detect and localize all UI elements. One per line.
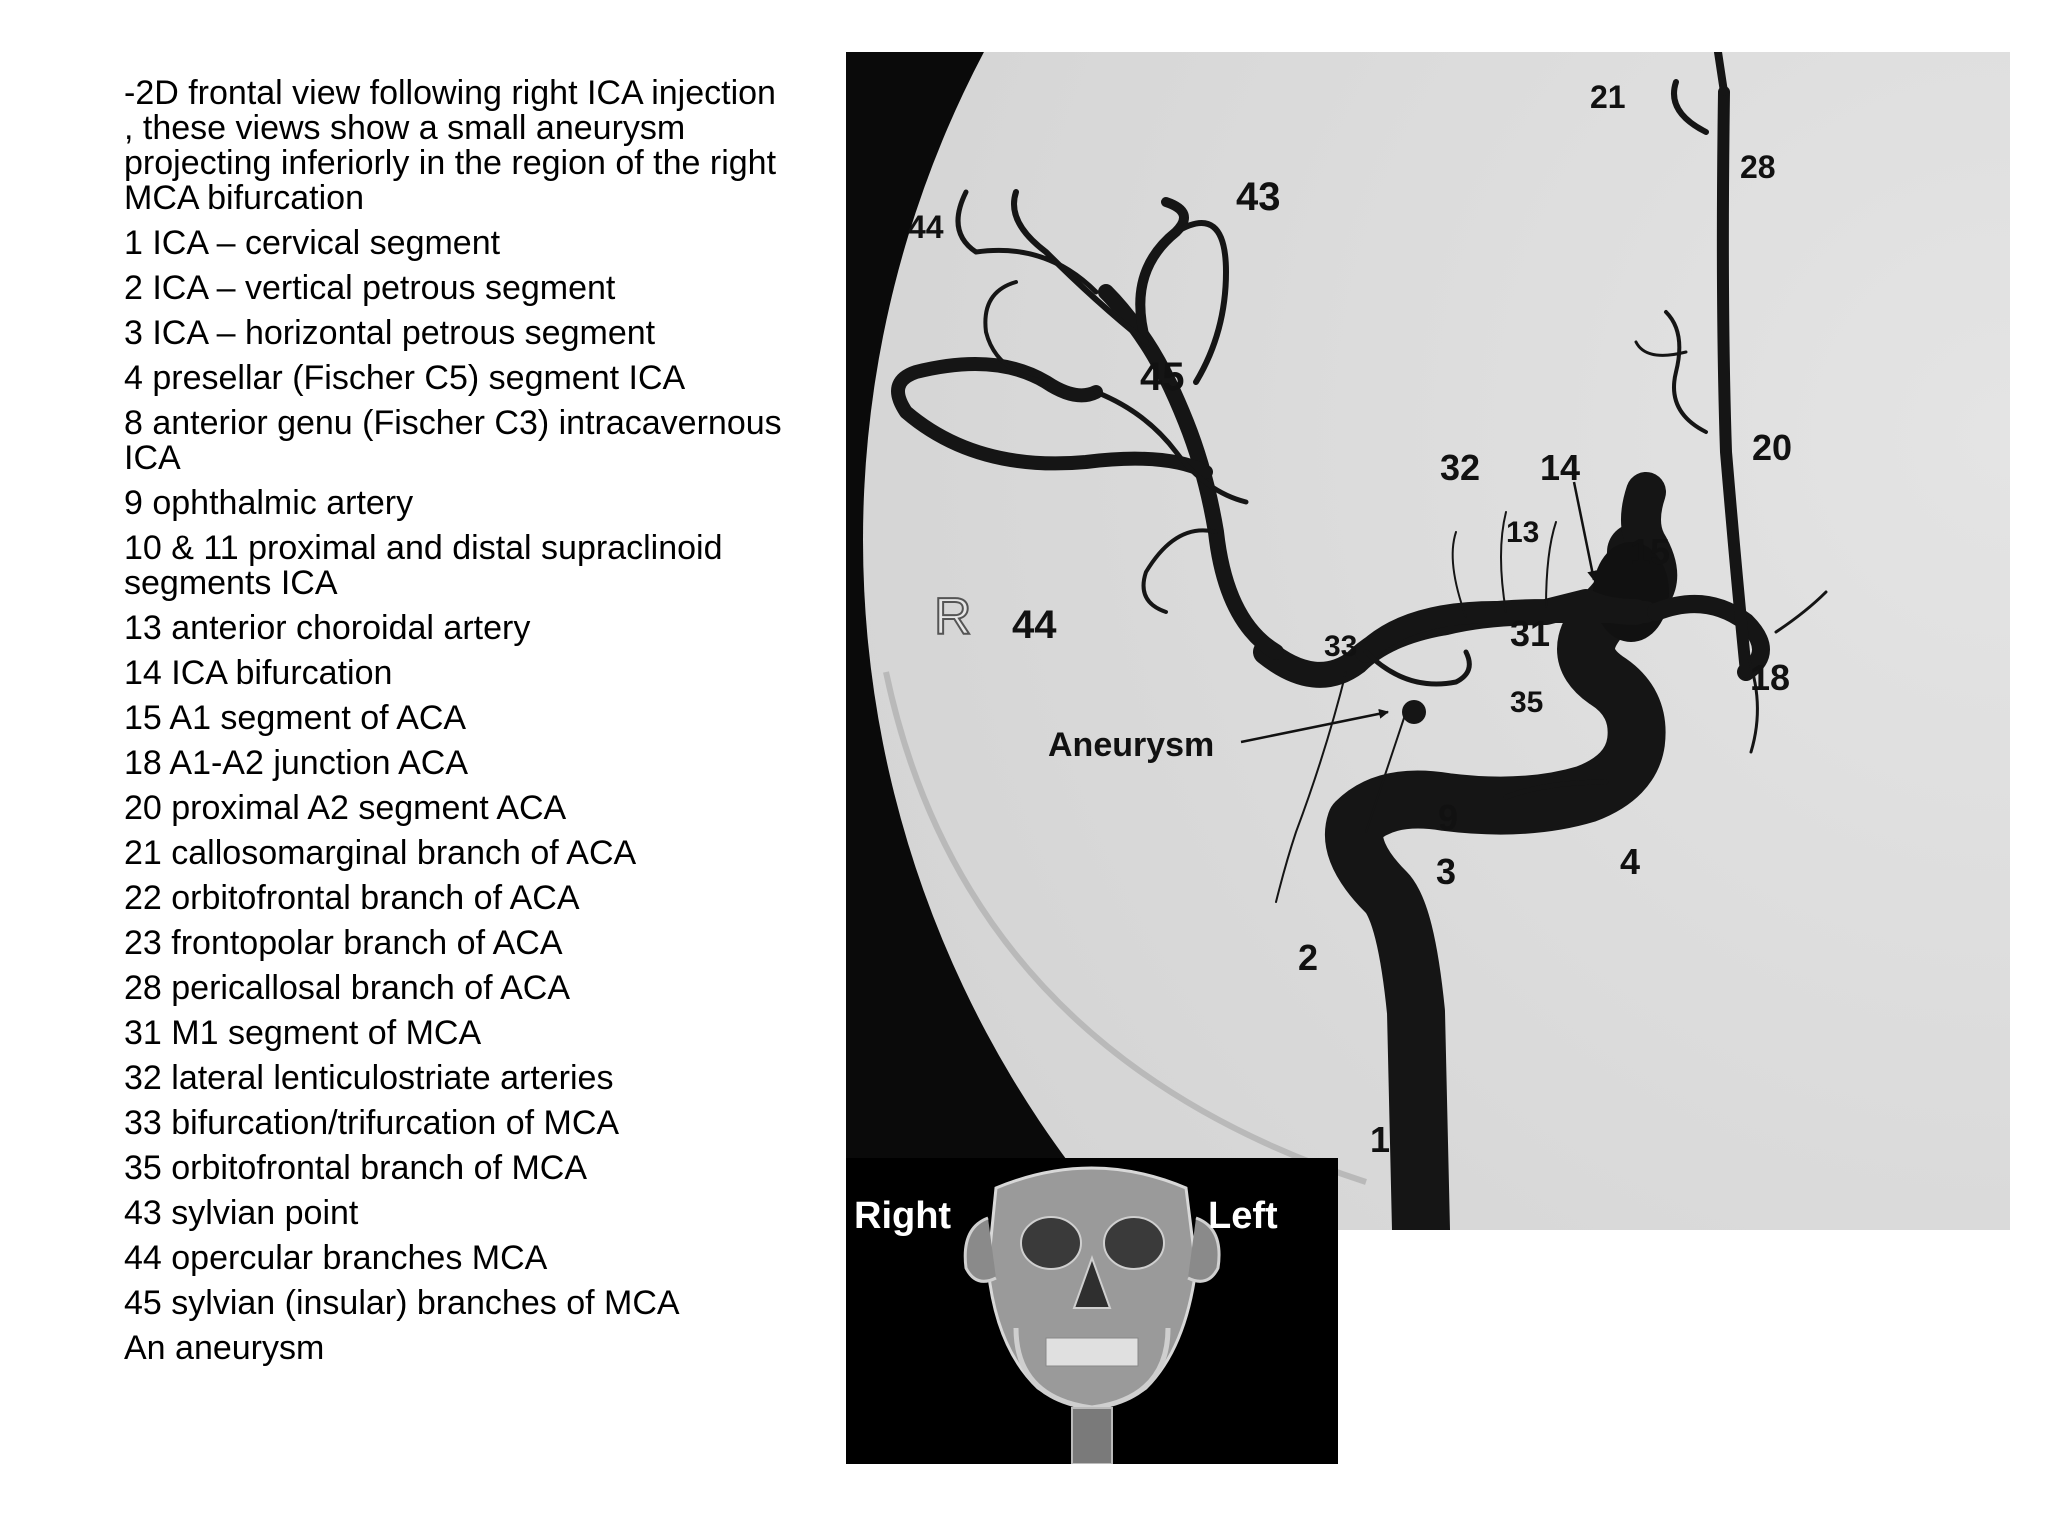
legend-item: 15 A1 segment of ACA [124,699,467,737]
legend-item: 44 opercular branches MCA [124,1239,548,1277]
legend-item: 45 sylvian (insular) branches of MCA [124,1284,680,1322]
label-35: 35 [1510,686,1544,719]
legend-item: 35 orbitofrontal branch of MCA [124,1149,588,1187]
orientation-inset [846,1158,1338,1464]
label-18: 18 [1750,657,1791,698]
legend-item: 28 pericallosal branch of ACA [124,969,571,1007]
label-3: 3 [1436,851,1457,892]
label-44-lower: 44 [1012,603,1057,647]
label-4: 4 [1620,841,1641,882]
label-2: 2 [1298,937,1319,978]
label-14: 14 [1540,447,1581,488]
legend-item: 21 callosomarginal branch of ACA [124,834,637,872]
legend-item: 9 ophthalmic artery [124,484,414,522]
legend-item: 33 bifurcation/trifurcation of MCA [124,1104,620,1142]
legend-item: An aneurysm [124,1329,325,1367]
label-1: 1 [1370,1119,1391,1160]
legend-item: 14 ICA bifurcation [124,654,393,692]
legend-item: 20 proximal A2 segment ACA [124,789,567,827]
legend-item: 1 ICA – cervical segment [124,224,501,262]
label-45: 45 [1140,355,1185,399]
legend-item: 18 A1-A2 junction ACA [124,744,469,782]
legend-item: 4 presellar (Fischer C5) segment ICA [124,359,686,397]
legend-item: 10 & 11 proximal and distal supraclinoid segments ICA [124,529,723,602]
label-15: 15 [1630,531,1671,572]
label-9: 9 [1438,797,1459,838]
legend-item: 32 lateral lenticulostriate arteries [124,1059,614,1097]
legend-item: 2 ICA – vertical petrous segment [124,269,616,307]
orbit-left [1104,1217,1164,1269]
aneurysm-label: Aneurysm [1048,726,1215,764]
label-21: 21 [1590,79,1626,115]
legend [124,76,784,1376]
label-20: 20 [1752,427,1793,468]
inset-right-label: Right [854,1195,952,1237]
label-33: 33 [1324,630,1358,663]
legend-item: 3 ICA – horizontal petrous segment [124,314,656,352]
label-31: 31 [1510,613,1551,654]
teeth [1046,1338,1138,1366]
label-43: 43 [1236,175,1281,219]
label-28: 28 [1740,149,1776,185]
legend-item: 43 sylvian point [124,1194,359,1232]
legend-item: 13 anterior choroidal artery [124,609,531,647]
label-13: 13 [1506,516,1540,549]
side-marker: R [934,588,972,646]
cervical-spine [1072,1408,1112,1464]
label-32: 32 [1440,447,1481,488]
legend-intro: -2D frontal view following right ICA injection , these views show a small aneurysm projecting inferiorly in the region of the right MCA bifurcation [124,74,777,217]
inset-left-label: Left [1208,1195,1278,1237]
legend-item: 8 anterior genu (Fischer C3) intracavernous ICA [124,404,782,477]
legend-item: 22 orbitofrontal branch of ACA [124,879,580,917]
legend-item: 23 frontopolar branch of ACA [124,924,563,962]
legend-item: 31 M1 segment of MCA [124,1014,482,1052]
orbit-right [1021,1217,1081,1269]
angiogram-image [846,52,2010,1230]
label-44-top: 44 [908,209,944,245]
